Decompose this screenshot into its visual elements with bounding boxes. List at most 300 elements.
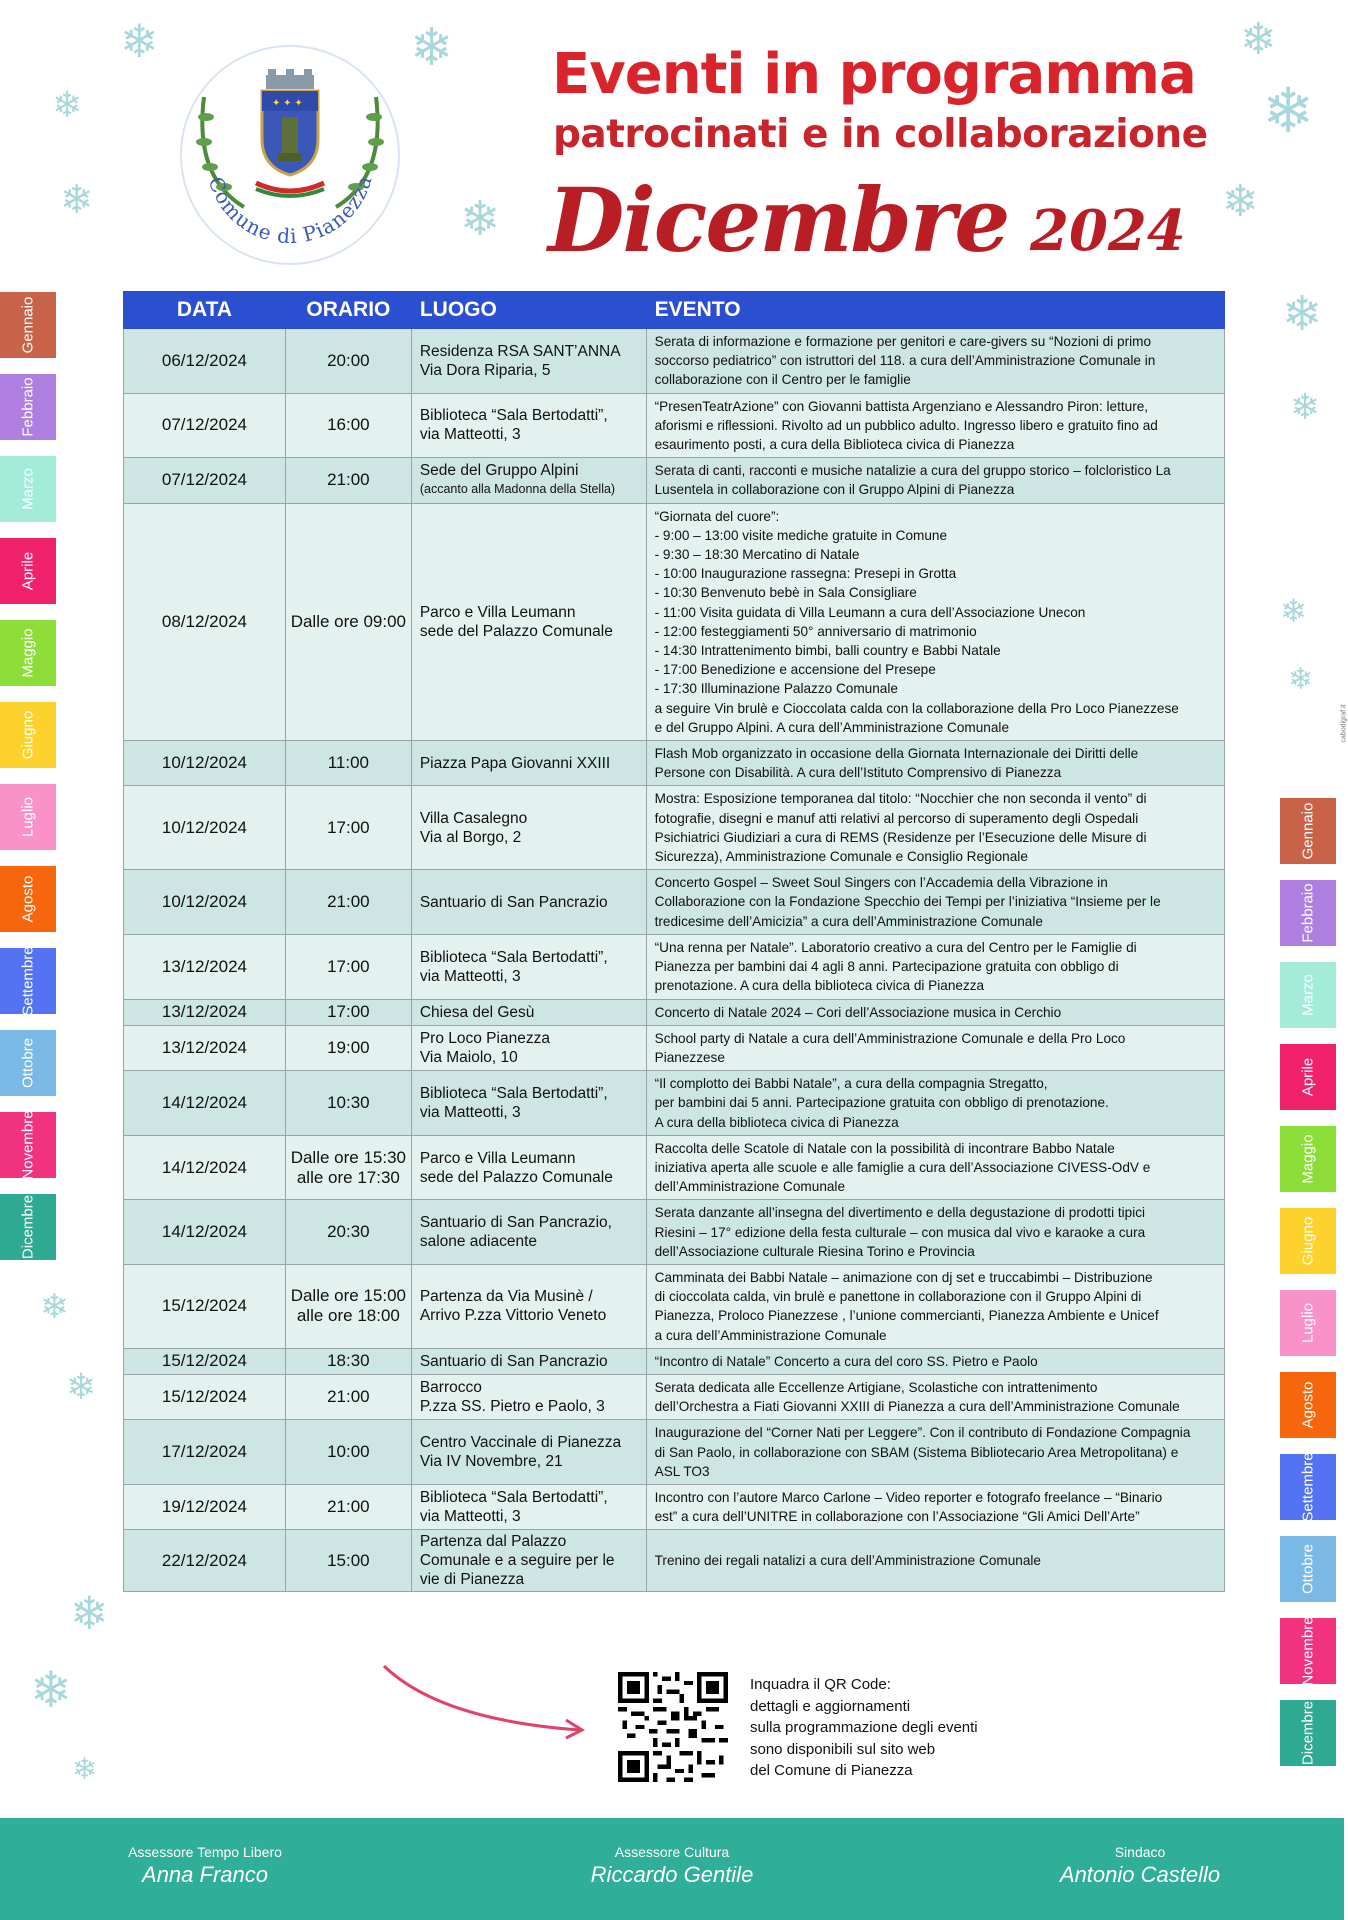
cell-time-line: 18:30 (327, 1351, 370, 1371)
cell-place-line: Biblioteca “Sala Bertodatti”, (419, 1084, 608, 1102)
table-row (124, 1530, 1225, 1592)
cell-time-line: 10:00 (327, 1442, 370, 1462)
cell-event-line: di San Paolo, in collaborazione con SBAM (Sistema Bibliotecario Area Metropolitana) e (654, 1444, 1179, 1460)
footer (0, 1818, 1344, 1920)
cell-event-line: “Una renna per Natale”. Laboratorio creativo a cura del Centro per le Famiglie di (654, 939, 1137, 955)
cell-place (411, 1071, 646, 1136)
cell-event-line: collaborazione con il Centro per le famiglie (654, 372, 911, 388)
cell-event-line: Sicurezza), Amministrazione Comunale e Consiglio Regionale (654, 849, 1028, 865)
month-tab-febbraio[interactable] (1280, 880, 1336, 946)
signature-role: Assessore Tempo Libero (128, 1844, 282, 1860)
cell-place (411, 503, 646, 740)
cell-event-line: a cura dell’Amministrazione Comunale (654, 1327, 887, 1343)
qr-instructions (750, 1674, 978, 1782)
title-line1: Eventi in programma (552, 42, 1196, 107)
cell-event-line: Riesini – 17° edizione della festa culturale – con musica dal vivo e karaoke a cura (654, 1224, 1146, 1240)
month-tab-marzo[interactable] (1280, 962, 1336, 1028)
cell-event (646, 999, 1224, 1025)
month-tab-aprile[interactable] (0, 538, 56, 604)
qr-line: dettagli e aggiornamenti (750, 1697, 911, 1715)
cell-place-line: sede del Palazzo Comunale (419, 622, 613, 640)
cell-place-line: Via IV Novembre, 21 (419, 1453, 563, 1471)
cell-event (646, 393, 1224, 458)
snowflake-icon: ❄ (410, 18, 454, 78)
month-tab-settembre[interactable] (1280, 1454, 1336, 1520)
month-tab-label: Agosto (19, 875, 37, 923)
credit-text: cabodigraf.it (1340, 704, 1348, 743)
cell-place-line: Via Dora Riparia, 5 (419, 361, 551, 379)
cell-event-line: iniziativa aperta alle scuole e alle famiglie a cura dell’Associazione CIVESS-OdV e (654, 1159, 1151, 1175)
cell-place (411, 786, 646, 870)
cell-place-line: Santuario di San Pancrazio (419, 893, 608, 911)
cell-date: 14/12/2024 (124, 1200, 286, 1265)
table-row (124, 1484, 1225, 1529)
cell-event-line: Serata di informazione e formazione per genitori e care-givers su “Nozioni di primo (654, 334, 1152, 349)
snowflake-icon: ❄ (1280, 592, 1307, 630)
qr-line: del Comune di Pianezza (750, 1762, 913, 1779)
table-row (124, 870, 1225, 935)
table-row (124, 1025, 1225, 1070)
cell-event-line: soccorso pediatrico” con istruttori del 118. a cura dell’Amministrazione Comunale in (654, 353, 1156, 369)
cell-time-line: 20:00 (327, 350, 370, 370)
snowflake-icon: ❄ (1262, 74, 1314, 147)
cell-time-line: 17:00 (327, 817, 370, 837)
cell-place-line: P.zza SS. Pietro e Paolo, 3 (419, 1398, 605, 1416)
month-tab-marzo[interactable] (0, 456, 56, 522)
cell-event-line: Serata di canti, racconti e musiche natalizie a cura del gruppo storico – folcloristico La (654, 463, 1171, 479)
month-tab-febbraio[interactable] (0, 374, 56, 440)
cell-place (411, 1025, 646, 1070)
month-tab-agosto[interactable] (0, 866, 56, 932)
cell-place-line: Barrocco (419, 1379, 482, 1397)
cell-event-line: - 10:30 Benvenuto bebè in Sala Consigliare (654, 585, 917, 601)
month-tab-label: Ottobre (19, 1037, 37, 1089)
cell-event-line: dell’Amministrazione Comunale (654, 1179, 846, 1195)
cell-event (646, 1484, 1224, 1529)
cell-event-line: “Incontro di Natale” Concerto a cura del coro SS. Pietro e Paolo (654, 1353, 1038, 1369)
month-tab-label: Febbraio (1299, 883, 1317, 943)
cell-event-line: - 9:00 – 13:00 visite mediche gratuite in Comune (654, 527, 948, 543)
cell-place (411, 1484, 646, 1529)
month-tab-label: Dicembre (19, 1194, 37, 1260)
events-table (123, 291, 1225, 1592)
month-tab-label: Maggio (1299, 1134, 1317, 1184)
cell-date: 10/12/2024 (124, 786, 286, 870)
cell-place-line: sede del Palazzo Comunale (419, 1168, 613, 1186)
cell-time-line: Dalle ore 09:00 (290, 611, 407, 631)
month-tab-label: Gennaio (19, 296, 37, 354)
cell-event-line: tredicesime dell’Amicizia” a cura dell’Amministrazione Comunale (654, 913, 1043, 929)
cell-place (411, 870, 646, 935)
cell-event-line: e del Gruppo Alpini. A cura dell’Amministrazione Comunale (654, 719, 1010, 735)
cell-time (285, 870, 411, 935)
snowflake-icon: ❄ (30, 1661, 72, 1719)
month-tab-label: Luglio (1299, 1302, 1317, 1344)
cell-place-line: Via al Borgo, 2 (419, 828, 522, 846)
signature-name: Antonio Castello (1059, 1862, 1221, 1887)
cell-time (285, 999, 411, 1025)
header-time: ORARIO (285, 292, 411, 329)
cell-time (285, 1135, 411, 1200)
cell-time (285, 1484, 411, 1529)
table-row (124, 1348, 1225, 1374)
cell-event-line: esaurimento posti, a cura della Biblioteca civica di Pianezza (654, 437, 1015, 453)
cell-place (411, 1348, 646, 1374)
cell-date: 15/12/2024 (124, 1374, 286, 1419)
cell-date: 13/12/2024 (124, 934, 286, 999)
cell-place-line: Parco e Villa Leumann (419, 603, 576, 621)
month-tab-giugno[interactable] (0, 702, 56, 768)
table-row (124, 393, 1225, 458)
cell-event (646, 786, 1224, 870)
cell-event-line: dell’Orchestra a Fiati Giovanni XXIII di Pianezza a cura dell’Amministrazione Comunale (654, 1399, 1180, 1415)
cell-place (411, 934, 646, 999)
cell-event (646, 1025, 1224, 1070)
cell-place-line: via Matteotti, 3 (419, 1103, 521, 1121)
cell-time (285, 503, 411, 740)
cell-event-line: Inaugurazione del “Corner Nati per Leggere”. Con il contributo di Fondazione Compagnia (654, 1425, 1191, 1441)
cell-time-line: alle ore 18:00 (296, 1306, 400, 1326)
title-line2: patrocinati e in collaborazione (553, 112, 1208, 157)
cell-time-line: 19:00 (327, 1037, 370, 1057)
signature-cultura (522, 1844, 822, 1888)
cell-place-line: Biblioteca “Sala Bertodatti”, (419, 948, 608, 966)
table-row (124, 934, 1225, 999)
cell-event-line: Pianezzese (654, 1049, 725, 1065)
month-tab-agosto[interactable] (1280, 1372, 1336, 1438)
cell-place-line: Residenza RSA SANT’ANNA (419, 342, 621, 360)
table-row (124, 786, 1225, 870)
month-tab-label: Dicembre (1299, 1700, 1317, 1766)
cell-time (285, 1025, 411, 1070)
cell-event-line: Mostra: Esposizione temporanea dal titolo: “Nocchier che non seconda il vento” di (654, 791, 1147, 807)
cell-date: 13/12/2024 (124, 1025, 286, 1070)
month-tab-label: Aprile (19, 551, 37, 591)
table-row (124, 329, 1225, 394)
comune-logo (180, 45, 400, 265)
cell-time (285, 1200, 411, 1265)
cell-time-line: 21:00 (327, 470, 370, 490)
cell-event-line: Trenino dei regali natalizi a cura dell’Amministrazione Comunale (654, 1553, 1041, 1569)
cell-date: 10/12/2024 (124, 741, 286, 786)
table-row (124, 999, 1225, 1025)
cell-date: 13/12/2024 (124, 999, 286, 1025)
table-row (124, 741, 1225, 786)
cell-place (411, 1530, 646, 1592)
header-date: DATA (124, 292, 286, 329)
cell-place (411, 999, 646, 1025)
cell-time (285, 1420, 411, 1485)
cell-event-line: Serata dedicata alle Eccellenze Artigiane, Scolastiche con intrattenimento (654, 1379, 1098, 1395)
cell-place-line: Chiesa del Gesù (419, 1003, 535, 1021)
cell-place-line: via Matteotti, 3 (419, 967, 521, 985)
cell-time-line: 11:00 (327, 753, 369, 773)
cell-time (285, 741, 411, 786)
cell-event-line: Concerto di Natale 2024 – Cori dell’Associazione musica in Cerchio (654, 1004, 1062, 1020)
month-tab-label: Aprile (1299, 1057, 1317, 1097)
cell-event (646, 870, 1224, 935)
cell-event-line: prenotazione. A cura della biblioteca civica di Pianezza (654, 978, 985, 994)
table-row (124, 1264, 1225, 1348)
cell-time-line: 17:00 (327, 956, 370, 976)
snowflake-icon: ❄ (52, 85, 83, 126)
cell-event (646, 1530, 1224, 1592)
cell-time-line: 15:00 (327, 1550, 370, 1570)
cell-place-line: (accanto alla Madonna della Stella) (419, 482, 616, 497)
month-tab-novembre[interactable] (1280, 1618, 1336, 1684)
cell-place-line: Biblioteca “Sala Bertodatti”, (419, 407, 608, 425)
table-header-row (124, 292, 1225, 329)
table-row (124, 503, 1225, 740)
cell-event (646, 1135, 1224, 1200)
cell-date: 08/12/2024 (124, 503, 286, 740)
table-row (124, 1420, 1225, 1485)
cell-time (285, 1374, 411, 1419)
cell-place-line: Partenza dal Palazzo (419, 1533, 567, 1551)
cell-place-line: salone adiacente (419, 1233, 538, 1251)
cell-time-line: 21:00 (327, 1497, 370, 1517)
cell-place-line: Villa Casalegno (419, 809, 528, 827)
cell-place (411, 1374, 646, 1419)
cell-place-line: Santuario di San Pancrazio, (419, 1214, 612, 1232)
cell-event-line: est” a cura dell’UNITRE in collaborazione con l’Associazione “Gli Amici Dell’Arte” (654, 1509, 1140, 1525)
month-tab-gennaio[interactable] (0, 292, 56, 358)
signature-role: Assessore Cultura (614, 1844, 730, 1860)
cell-event-line: Collaborazione con la Fondazione Specchio dei Tempi per l’iniziativa “Insieme per le (654, 894, 1161, 910)
month-tab-novembre[interactable] (0, 1112, 56, 1178)
snowflake-icon: ❄ (40, 1287, 69, 1327)
cell-place-line: Sede del Gruppo Alpini (419, 462, 579, 480)
header-event: EVENTO (646, 292, 1224, 329)
cell-event-line: a seguire Vin brulè e Cioccolata calda con la collaborazione della Pro Loco Pianezzese (654, 700, 1179, 716)
cell-place (411, 1135, 646, 1200)
cell-time-line: 10:30 (327, 1092, 370, 1112)
cell-place (411, 1420, 646, 1485)
cell-place-line: Parco e Villa Leumann (419, 1149, 576, 1167)
snowflake-icon: ❄ (66, 1367, 97, 1408)
cell-time-line: Dalle ore 15:00 (290, 1286, 407, 1306)
cell-time-line: Dalle ore 15:30 (290, 1147, 407, 1167)
title-year: 2024 (1030, 198, 1186, 264)
cell-event-line: Flash Mob organizzato in occasione della Giornata Internazionale dei Diritti delle (654, 746, 1139, 762)
cell-place-line: Arrivo P.zza Vittorio Veneto (419, 1307, 607, 1325)
cell-event-line: Camminata dei Babbi Natale – animazione con dj set e truccabimbi – Distribuzione (654, 1269, 1153, 1285)
snowflake-icon: ❄ (70, 1586, 109, 1640)
month-tab-label: Settembre (19, 946, 37, 1016)
snowflake-icon: ❄ (60, 177, 94, 223)
cell-place-line: Partenza da Via Musinè / (419, 1288, 593, 1306)
cell-place-line: vie di Pianezza (419, 1571, 525, 1589)
signature-role: Sindaco (1114, 1844, 1166, 1860)
cell-event (646, 1374, 1224, 1419)
month-tab-label: Novembre (1299, 1616, 1317, 1686)
month-tab-ottobre[interactable] (1280, 1536, 1336, 1602)
cell-time (285, 1071, 411, 1136)
cell-event (646, 503, 1224, 740)
cell-event-line: di cioccolata calda, vin brulè e panettone in collaborazione con il Gruppo Alpini di (654, 1289, 1142, 1305)
cell-date: 15/12/2024 (124, 1348, 286, 1374)
month-tab-label: Ottobre (1299, 1543, 1317, 1595)
snowflake-icon: ❄ (120, 14, 159, 68)
month-tab-label: Febbraio (19, 377, 37, 437)
cell-date: 07/12/2024 (124, 393, 286, 458)
cell-time-line: 16:00 (327, 415, 370, 435)
month-tab-label: Maggio (19, 628, 37, 678)
month-tab-label: Marzo (19, 468, 37, 510)
cell-event-line: A cura della biblioteca civica di Pianezza (654, 1114, 899, 1130)
cell-event-line: Psichiatrici Giudiziari a cura di REMS (Residenze per l’Esecuzione delle Misure di (654, 829, 1147, 845)
cell-place (411, 458, 646, 503)
cell-place-line: Comunale e a seguire per le (419, 1552, 615, 1570)
month-tab-luglio[interactable] (0, 784, 56, 850)
arrow-icon (380, 1660, 590, 1740)
cell-place-line: via Matteotti, 3 (419, 1508, 521, 1526)
cell-time (285, 1264, 411, 1348)
cell-event (646, 1264, 1224, 1348)
month-tab-giugno[interactable] (1280, 1208, 1336, 1274)
month-tab-maggio[interactable] (0, 620, 56, 686)
cell-date: 10/12/2024 (124, 870, 286, 935)
cell-date: 07/12/2024 (124, 458, 286, 503)
cell-event-line: - 9:30 – 18:30 Mercatino di Natale (654, 547, 860, 563)
cell-event-line: fotografie, disegni e manuf atti relativi al percorso di superamento degli Ospedali (654, 810, 1139, 826)
cell-place-line: Piazza Papa Giovanni XXIII (419, 754, 611, 772)
month-tab-label: Giugno (1299, 1216, 1317, 1266)
table-row (124, 1200, 1225, 1265)
month-tab-settembre[interactable] (0, 948, 56, 1014)
svg-text:✦ ✦ ✦: ✦ ✦ ✦ (272, 98, 303, 109)
cell-date: 14/12/2024 (124, 1135, 286, 1200)
cell-time (285, 1530, 411, 1592)
month-tab-luglio[interactable] (1280, 1290, 1336, 1356)
signature-tempo-libero (55, 1844, 355, 1888)
month-tab-label: Agosto (1299, 1381, 1317, 1429)
cell-event-line: - 14:30 Intrattenimento bimbi, balli country e Babbi Natale (654, 643, 1001, 659)
cell-date: 06/12/2024 (124, 329, 286, 394)
cell-date: 17/12/2024 (124, 1420, 286, 1485)
cell-event (646, 458, 1224, 503)
month-tab-label: Gennaio (1299, 802, 1317, 860)
cell-place-line: Santuario di San Pancrazio (419, 1352, 608, 1370)
cell-event-line: “PresenTeatrAzione” con Giovanni battista Argenziano e Alessandro Piron: letture, (654, 398, 1149, 414)
logo-text: Comune di Pianezza (203, 172, 377, 249)
cell-event (646, 1071, 1224, 1136)
cell-event-line: per bambini dai 5 anni. Partecipazione gratuita con obbligo di prenotazione. (654, 1095, 1109, 1111)
header-place: LUOGO (411, 292, 646, 329)
month-tab-dicembre[interactable] (0, 1194, 56, 1260)
snowflake-icon: ❄ (1240, 14, 1277, 65)
table-row (124, 458, 1225, 503)
cell-place (411, 329, 646, 394)
cell-time (285, 458, 411, 503)
month-tab-dicembre[interactable] (1280, 1700, 1336, 1766)
cell-event-line: - 10:00 Inaugurazione rassegna: Presepi in Grotta (654, 566, 957, 582)
snowflake-icon: ❄ (460, 191, 501, 247)
cell-event (646, 1420, 1224, 1485)
month-tab-label: Giugno (19, 710, 37, 760)
month-tab-aprile[interactable] (1280, 1044, 1336, 1110)
qr-code-icon[interactable] (618, 1672, 728, 1782)
cell-place-line: Pro Loco Pianezza (419, 1029, 550, 1047)
cell-event-line: - 17:00 Benedizione e accensione del Presepe (654, 662, 936, 678)
snowflake-icon: ❄ (72, 1752, 98, 1787)
cell-place-line: Centro Vaccinale di Pianezza (419, 1434, 622, 1452)
month-tab-ottobre[interactable] (0, 1030, 56, 1096)
cell-event-line: School party di Natale a cura dell’Amministrazione Comunale e della Pro Loco (654, 1030, 1126, 1046)
cell-event (646, 1200, 1224, 1265)
cell-time-line: 21:00 (327, 1387, 370, 1407)
cell-event-line: dell’Associazione culturale Riesina Torino e Provincia (654, 1243, 975, 1259)
table-row (124, 1135, 1225, 1200)
cell-event (646, 934, 1224, 999)
snowflake-icon: ❄ (1222, 176, 1259, 227)
cell-time (285, 1348, 411, 1374)
cell-event-line: aforismi e riflessioni. Rivolto ad un pubblico adulto. Ingresso libero e gratuito fino ad (654, 417, 1158, 433)
cell-event-line: ASL TO3 (654, 1463, 710, 1479)
cell-event-line: Persone con Disabilità. A cura dell’Istituto Comprensivo di Pianezza (654, 765, 1062, 781)
cell-time (285, 934, 411, 999)
cell-date: 19/12/2024 (124, 1484, 286, 1529)
cell-time-line: 17:00 (327, 1002, 370, 1022)
month-tab-label: Luglio (19, 796, 37, 838)
cell-place (411, 1200, 646, 1265)
cell-place-line: Biblioteca “Sala Bertodatti”, (419, 1489, 608, 1507)
month-tab-gennaio[interactable] (1280, 798, 1336, 864)
cell-date: 15/12/2024 (124, 1264, 286, 1348)
cell-event-line: Lusentela in collaborazione con il Gruppo Alpini di Pianezza (654, 482, 1015, 498)
cell-event-line: “Giornata del cuore”: (654, 508, 780, 524)
cell-time-line: 21:00 (327, 892, 370, 912)
cell-event-line: “Il complotto dei Babbi Natale”, a cura della compagnia Stregatto, (654, 1076, 1048, 1092)
cell-time (285, 786, 411, 870)
cell-place (411, 393, 646, 458)
month-tab-label: Settembre (1299, 1452, 1317, 1522)
snowflake-icon: ❄ (1290, 387, 1321, 428)
cell-place-line: Via Maiolo, 10 (419, 1048, 518, 1066)
table-row (124, 1374, 1225, 1419)
month-tab-label: Marzo (1299, 974, 1317, 1016)
cell-event-line: Incontro con l’autore Marco Carlone – Video reporter e fotografo freelance – “Binario (654, 1489, 1163, 1505)
snowflake-icon: ❄ (1282, 286, 1323, 342)
cell-event-line: Serata danzante all’insegna del divertimento e della degustazione di prodotti tipici (654, 1205, 1146, 1221)
month-tab-maggio[interactable] (1280, 1126, 1336, 1192)
cell-event-line: Concerto Gospel – Sweet Soul Singers con l’Accademia della Vibrazione in (654, 875, 1108, 891)
cell-time (285, 393, 411, 458)
cell-time (285, 329, 411, 394)
signature-name: Anna Franco (142, 1862, 268, 1887)
cell-time-line: alle ore 17:30 (296, 1167, 400, 1187)
snowflake-icon: ❄ (1288, 662, 1314, 697)
cell-event-line: - 17:30 Illuminazione Palazzo Comunale (654, 681, 898, 697)
cell-date: 22/12/2024 (124, 1530, 286, 1592)
title-month: Dicembre (548, 168, 1009, 272)
cell-event-line: Pianezza, Proloco Pianezzese , l’unione commercianti, Pianezza Ambiente e Unicef (654, 1308, 1159, 1324)
qr-line: sulla programmazione degli eventi (750, 1719, 978, 1736)
cell-place (411, 1264, 646, 1348)
cell-place-line: via Matteotti, 3 (419, 426, 521, 444)
qr-line: Inquadra il QR Code: (750, 1676, 891, 1693)
cell-event (646, 1348, 1224, 1374)
month-tab-label: Novembre (19, 1110, 37, 1180)
cell-time-line: 20:30 (327, 1222, 370, 1242)
cell-event-line: - 12:00 festeggiamenti 50° anniversario di matrimonio (654, 623, 977, 639)
cell-event (646, 329, 1224, 394)
signature-sindaco (990, 1844, 1290, 1888)
table-row (124, 1071, 1225, 1136)
qr-line: sono disponibili sul sito web (750, 1740, 936, 1758)
cell-event (646, 741, 1224, 786)
cell-place (411, 741, 646, 786)
